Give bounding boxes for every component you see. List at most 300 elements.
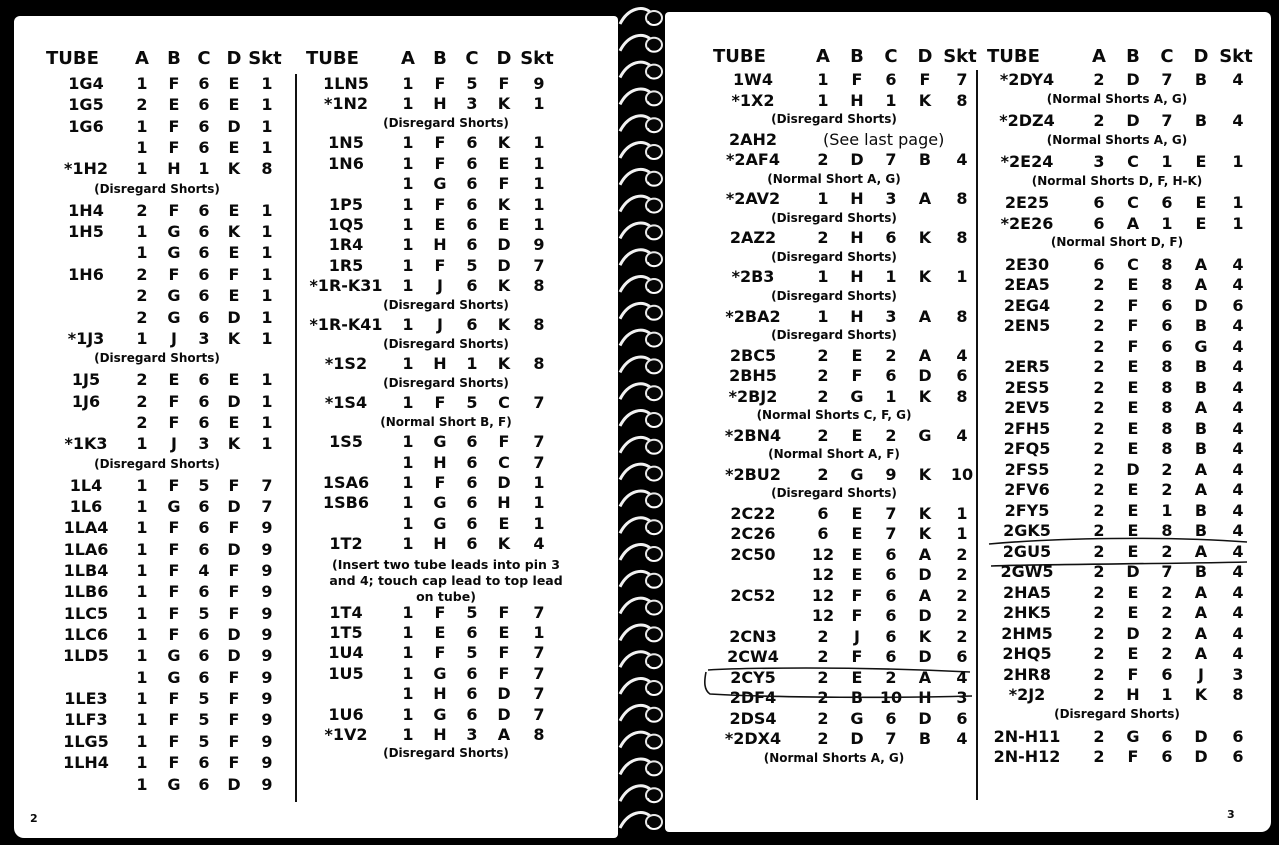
shorts-note: (Disregard Shorts) [771,112,897,126]
header-d: D [1193,46,1209,67]
tube-name: 1LN5 [323,74,369,93]
cell-c: 8 [1161,275,1173,295]
cell-d: K [918,626,932,646]
cell-c: 6 [198,74,210,93]
cell-c: 6 [198,95,210,115]
cell-skt: 8 [1232,685,1244,705]
cell-a: 2 [1093,295,1105,315]
shorts-note: (Normal Shorts A, G) [763,750,905,765]
cell-skt: 4 [1232,439,1244,459]
spiral-coil [620,705,662,721]
cell-d: D [918,366,932,386]
tube-name: 2EN5 [1003,316,1051,336]
tube-name: 2GU5 [1002,541,1052,561]
cell-b: F [168,689,180,709]
cell-a: 2 [1093,275,1105,295]
shorts-note: (Disregard Shorts) [383,297,509,312]
cell-c: 6 [1161,316,1173,336]
cell-b: E [1127,480,1139,500]
cell-d: B [1194,111,1208,131]
shorts-note: (Disregard Shorts) [771,210,897,225]
cell-skt: 1 [533,174,545,194]
cell-c: 6 [198,116,210,136]
cell-a: 1 [817,90,829,110]
cell-skt: 4 [1232,111,1244,131]
cell-b: H [850,306,864,326]
cell-c: 1 [198,159,210,179]
cell-skt: 2 [956,626,968,646]
cell-b: D [1126,70,1140,89]
table-row [987,747,1267,768]
cell-d: F [498,602,510,622]
cell-b: C [1127,193,1139,213]
cell-a: 2 [817,667,829,687]
cell-a: 1 [136,518,148,538]
table-row [46,476,288,497]
cell-b: H [850,90,864,110]
cell-skt: 4 [1232,377,1244,397]
cell-skt: 6 [1232,295,1244,315]
cell-skt: 7 [533,255,545,275]
cell-d: K [1194,685,1208,705]
cell-a: 12 [811,606,835,626]
table-row [46,117,288,138]
table-row [46,201,288,222]
cell-b: G [167,243,181,263]
cell-a: 1 [817,306,829,326]
table-row [46,243,288,264]
cell-skt: 6 [1232,726,1244,746]
table-row [713,606,975,627]
spiral-coil [620,652,662,668]
cell-c: 8 [1161,439,1173,459]
table-row [713,307,975,328]
tube-name: 1L4 [69,475,103,495]
cell-c: 2 [1161,459,1173,479]
cell-b: B [850,688,864,708]
cell-a: 1 [136,603,148,623]
cell-c: 6 [885,708,897,728]
tube-name: 1J6 [71,391,101,411]
table-row [46,329,288,350]
header-b: B [1126,46,1140,67]
cell-c: 6 [198,138,210,158]
tube-name: 2N-H11 [993,726,1061,746]
cell-a: 2 [817,626,829,646]
cell-a: 2 [817,688,829,708]
cell-d: A [1194,541,1208,561]
cell-c: 8 [1161,521,1173,541]
spiral-coil [620,759,662,775]
cell-skt: 4 [1232,500,1244,520]
cell-skt: 1 [956,524,968,544]
header-skt: Skt [1219,46,1253,67]
cell-d: K [497,276,511,296]
cell-b: E [1127,275,1139,295]
tube-name: 1H6 [68,264,104,284]
tube-name: 2EG4 [1003,295,1051,315]
cell-d: B [1194,70,1208,89]
table-row [46,561,288,582]
cell-b: E [851,425,863,445]
cell-b: H [850,228,864,248]
tube-name: *2DX4 [724,729,782,749]
cell-c: 6 [1161,193,1173,213]
cell-skt: 9 [261,710,273,730]
cell-a: 1 [402,432,414,452]
cell-skt: 7 [533,602,545,622]
cell-c: 6 [1161,336,1173,356]
table-row [713,366,975,387]
cell-b: F [168,518,180,538]
cell-d: B [1194,357,1208,377]
cell-a: 2 [1093,582,1105,602]
cell-a: 1 [402,354,414,374]
table-row [46,286,288,307]
shorts-note: (Disregard Shorts) [771,249,897,264]
cell-skt: 4 [1232,316,1244,336]
cell-d: K [497,354,511,374]
cell-a: 1 [402,473,414,492]
cell-a: 1 [402,133,414,153]
cell-d: F [498,74,510,93]
cell-a: 1 [402,643,414,663]
shorts-note: (Disregard Shorts) [383,746,509,761]
cell-a: 3 [1093,152,1105,172]
cell-c: 6 [466,194,478,214]
tube-name: 2FQ5 [1003,439,1051,459]
table-row [46,710,288,731]
table-row [306,235,606,255]
table-row [987,337,1267,358]
cell-a: 1 [817,70,829,89]
cell-a: 1 [136,328,148,348]
cell-skt: 9 [533,74,545,93]
cell-skt: 2 [956,585,968,605]
cell-b: E [168,95,180,115]
cell-a: 1 [136,159,148,179]
cell-a: 1 [402,684,414,704]
cell-c: 1 [1161,685,1173,705]
cell-c: 5 [466,255,478,275]
cell-skt: 4 [1232,582,1244,602]
cell-d: K [918,464,932,484]
tube-name: 1U4 [328,643,364,663]
table-row [46,434,288,455]
cell-c: 6 [885,228,897,248]
cell-a: 1 [402,255,414,275]
cell-b: E [1127,541,1139,561]
cell-a: 1 [402,534,414,554]
table-row [46,625,288,646]
table-row [306,315,606,335]
cell-a: 2 [817,228,829,248]
cell-d: D [497,235,511,255]
cell-c: 6 [466,276,478,296]
table-row [713,228,975,249]
tube-name: 1R4 [328,235,364,255]
tube-name: 1N6 [328,153,364,173]
spiral-coil [620,491,662,507]
cell-skt: 8 [956,228,968,248]
header-d: D [496,48,512,69]
tube-name: 2AZ2 [729,228,777,248]
cell-b: F [168,582,180,602]
cell-skt: 4 [1232,459,1244,479]
cell-skt: 1 [1232,152,1244,172]
cell-c: 6 [885,366,897,386]
cell-d: H [918,688,932,708]
cell-skt: 1 [533,623,545,642]
table-row [713,524,975,545]
cell-d: B [1194,562,1208,582]
tube-name: 1J5 [71,370,101,390]
cell-a: 1 [402,493,414,513]
table-row [713,709,975,730]
cell-b: F [168,138,180,158]
table-row [306,354,606,374]
cell-b: F [434,643,446,663]
tube-name: 1T2 [329,534,363,554]
cell-b: F [168,264,180,284]
table-row [46,604,288,625]
cell-b: H [167,159,181,179]
table-row [46,95,288,116]
spiral-coil [620,545,662,561]
shorts-note: (Normal Shorts A, G) [1046,132,1188,147]
cell-a: 1 [136,243,148,263]
cell-c: 6 [466,684,478,704]
cell-d: D [497,255,511,275]
cell-b: F [1127,747,1139,766]
column-divider [295,74,297,802]
cell-b: F [851,606,863,626]
spiral-coil [620,303,662,319]
cell-a: 1 [402,276,414,296]
table-row [713,91,975,112]
cell-b: F [168,753,180,773]
cell-a: 2 [136,200,148,220]
cell-a: 1 [402,94,414,114]
cell-a: 1 [136,625,148,645]
cell-skt: 6 [1232,747,1244,766]
cell-c: 7 [1161,70,1173,89]
table-row [46,732,288,753]
cell-c: 5 [198,710,210,730]
cell-b: G [167,286,181,306]
cell-c: 1 [1161,500,1173,520]
header-b: B [167,48,181,69]
table-row [46,413,288,434]
cell-b: E [1127,644,1139,664]
table-row [46,668,288,689]
cell-d: E [228,95,240,115]
tube-name: 1LB6 [63,582,109,602]
cell-b: J [437,276,443,296]
tube-name: 1LB4 [63,561,109,580]
cell-c: 6 [198,667,210,687]
cell-a: 1 [136,710,148,730]
shorts-note: (Normal Short B, F) [380,414,512,429]
cell-d: D [227,496,241,516]
cell-skt: 7 [533,704,545,724]
cell-a: 1 [402,235,414,255]
cell-c: 6 [466,473,478,492]
spiral-coil [620,357,662,373]
cell-d: K [227,328,241,348]
cell-a: 2 [817,425,829,445]
shorts-note: (Disregard Shorts) [383,336,509,351]
cell-b: G [850,386,864,406]
tube-name: 1L6 [69,496,103,516]
tube-name: 2DF4 [729,688,777,708]
cell-c: 6 [198,200,210,220]
spiral-coil [620,598,662,614]
cell-d: K [227,434,241,454]
cell-a: 1 [136,475,148,495]
cell-skt: 8 [261,159,273,179]
cell-d: F [228,264,240,284]
cell-skt: 1 [261,307,273,327]
cell-skt: 8 [533,354,545,374]
tube-name: 1H5 [68,222,104,242]
shorts-note: (Disregard Shorts) [383,375,509,390]
cell-b: F [168,116,180,136]
cell-d: F [498,663,510,683]
cell-c: 5 [466,393,478,413]
cell-a: 2 [1093,664,1105,684]
tube-name: 2BC5 [729,345,777,365]
table-row [987,214,1267,235]
cell-skt: 4 [1232,336,1244,356]
cell-c: 2 [885,345,897,365]
cell-d: K [918,503,932,523]
table-row [713,729,975,750]
cell-skt: 4 [1232,254,1244,274]
cell-a: 1 [402,215,414,234]
tube-name: 1Q5 [328,215,364,234]
cell-skt: 1 [1232,193,1244,213]
cell-d: B [1194,418,1208,438]
tube-name: 2HQ5 [1002,644,1052,664]
cell-skt: 4 [1232,70,1244,89]
cell-a: 2 [1093,439,1105,459]
header-tube: TUBE [46,48,99,69]
tube-name: 2C26 [730,524,776,544]
table-row [306,514,606,534]
cell-a: 2 [1093,747,1105,766]
tube-name: 2HM5 [1001,623,1053,643]
cell-c: 3 [885,189,897,209]
header-tube: TUBE [306,48,359,69]
cell-d: A [1194,398,1208,418]
cell-d: C [498,452,510,472]
spiral-coil [620,116,662,132]
tube-name: *1K3 [64,434,108,454]
page-number-left: 2 [30,812,38,825]
instruction-note: (Insert two tube leads into pin 3 and 4; touch cap lead to top lead on tube) [329,556,563,604]
cell-a: 1 [402,452,414,472]
cell-skt: 1 [261,286,273,306]
cell-c: 10 [879,688,903,708]
shorts-note: (Disregard Shorts) [94,351,220,366]
cell-b: J [854,626,860,646]
cell-d: D [227,391,241,411]
cell-b: D [850,150,864,170]
spiral-coil [620,518,662,534]
cell-b: F [434,74,446,93]
cell-skt: 1 [956,267,968,287]
spiral-coil [620,679,662,695]
cell-d: B [918,729,932,749]
cell-d: E [498,153,510,173]
cell-d: A [1194,275,1208,295]
spiral-coil [620,169,662,185]
table-row [306,493,606,513]
table-row [987,378,1267,399]
spiral-coil [620,330,662,346]
cell-skt: 7 [533,643,545,663]
table-row [987,296,1267,317]
cell-c: 2 [1161,480,1173,500]
cell-c: 2 [1161,644,1173,664]
spiral-coil [620,786,662,802]
cell-b: D [1126,623,1140,643]
table-row [306,684,606,704]
cell-d: D [497,684,511,704]
spiral-coil [620,437,662,453]
spiral-coil [620,813,662,829]
table-row [46,582,288,603]
cell-c: 6 [198,412,210,432]
cell-a: 1 [402,725,414,744]
shorts-note: (Disregard Shorts) [771,328,897,342]
cell-skt: 1 [261,264,273,284]
cell-c: 6 [198,774,210,794]
cell-c: 4 [198,561,210,580]
table-row [713,150,975,171]
tube-name: 1LC5 [63,603,109,623]
cell-c: 6 [466,432,478,452]
cell-skt: 1 [261,328,273,348]
table-row [987,439,1267,460]
cell-skt: 3 [956,688,968,708]
cell-c: 6 [198,625,210,645]
cell-b: J [437,315,443,335]
spiral-coil [620,196,662,212]
table-row [713,70,975,91]
cell-b: F [168,475,180,495]
cell-skt: 9 [261,582,273,602]
cell-c: 7 [1161,111,1173,131]
cell-d: K [918,524,932,544]
header-skt: Skt [520,48,554,69]
tube-name: 2FH5 [1003,418,1051,438]
cell-d: K [918,267,932,287]
table-row [306,174,606,194]
cell-c: 6 [198,264,210,284]
table-row [987,624,1267,645]
table-row [987,603,1267,624]
tube-name: *1S4 [324,393,368,413]
cell-b: F [168,74,180,93]
cell-d: A [1194,644,1208,664]
cell-skt: 1 [1232,213,1244,233]
cell-b: G [167,307,181,327]
table-row [306,154,606,174]
cell-b: E [851,667,863,687]
cell-skt: 1 [533,153,545,173]
